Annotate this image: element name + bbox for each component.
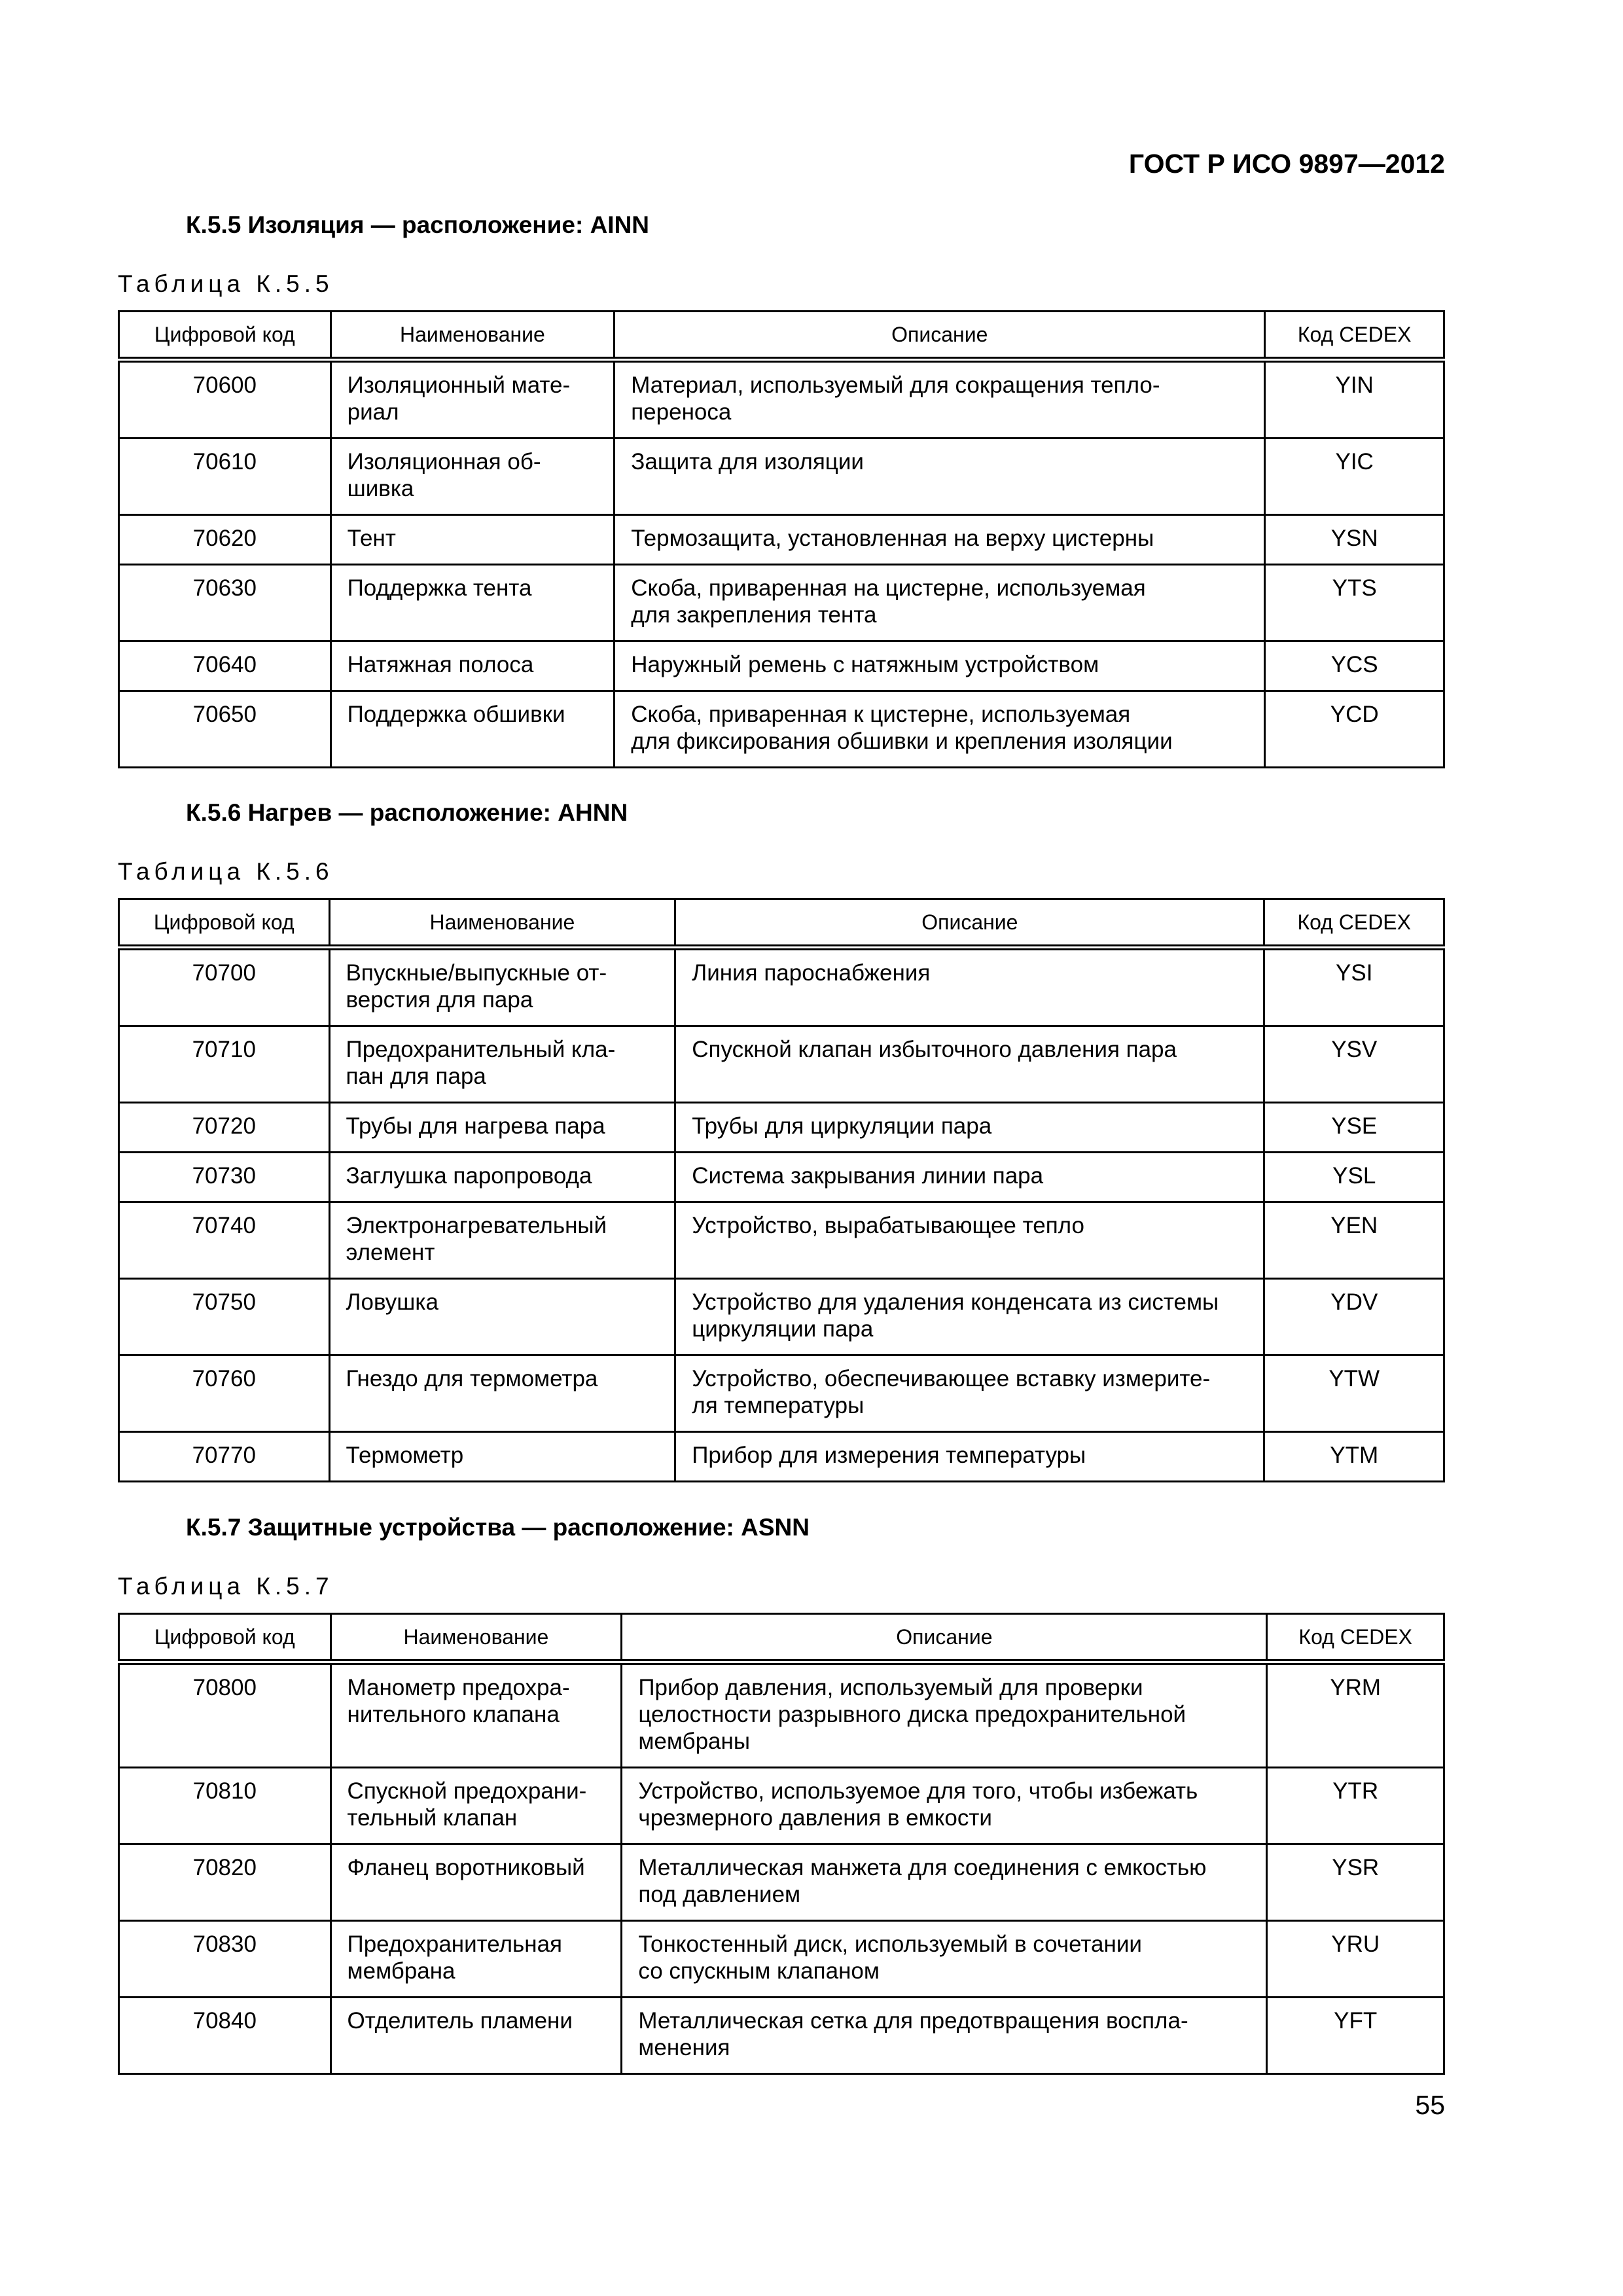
column-header-description: Описание xyxy=(615,312,1265,360)
cell-code: 70640 xyxy=(119,641,331,691)
cell-cedex: YCD xyxy=(1265,691,1444,768)
cell-description: Металлическая манжета для соединения с емкостью под давлением xyxy=(622,1844,1267,1921)
cell-cedex: YIN xyxy=(1265,360,1444,439)
cell-name: Натяжная полоса xyxy=(330,641,615,691)
column-header-description: Описание xyxy=(675,899,1264,948)
table-row xyxy=(119,360,1444,439)
table-row xyxy=(119,1279,1444,1355)
cell-description: Устройство, обеспечивающее вставку измерите- ля температуры xyxy=(675,1355,1264,1432)
cell-name: Электронагревательный элемент xyxy=(329,1202,675,1279)
cell-code: 70820 xyxy=(119,1844,331,1921)
cell-description: Система закрывания линии пара xyxy=(675,1153,1264,1202)
cell-cedex: YTM xyxy=(1264,1432,1444,1482)
cell-name: Поддержка обшивки xyxy=(330,691,615,768)
table-row xyxy=(119,1768,1444,1844)
cell-description: Термозащита, установленная на верху цистерны xyxy=(615,515,1265,565)
cell-cedex: YFT xyxy=(1267,1998,1444,2074)
cell-name: Манометр предохра- нительного клапана xyxy=(330,1662,622,1768)
cell-code: 70650 xyxy=(119,691,331,768)
cell-name: Поддержка тента xyxy=(330,565,615,641)
table-row xyxy=(119,1662,1444,1768)
cell-name: Впускные/выпускные от- верстия для пара xyxy=(329,948,675,1026)
column-header-name: Наименование xyxy=(330,1614,622,1662)
table-row xyxy=(119,1998,1444,2074)
cell-name: Заглушка паропровода xyxy=(329,1153,675,1202)
cell-cedex: YTS xyxy=(1265,565,1444,641)
cell-cedex: YRU xyxy=(1267,1921,1444,1998)
column-header-code: Цифровой код xyxy=(119,312,331,360)
cell-description: Устройство, используемое для того, чтобы избежать чрезмерного давления в емкости xyxy=(622,1768,1267,1844)
table-caption: Таблица К.5.6 xyxy=(118,858,334,885)
section-safety-devices xyxy=(118,1513,1445,2075)
table-caption: Таблица К.5.7 xyxy=(118,1573,334,1600)
table-header-row xyxy=(119,899,1444,948)
column-header-cedex: Код CEDEX xyxy=(1265,312,1444,360)
cell-description: Скоба, приваренная к цистерне, используемая для фиксирования обшивки и крепления изоляции xyxy=(615,691,1265,768)
cell-description: Наружный ремень с натяжным устройством xyxy=(615,641,1265,691)
section-heating xyxy=(118,798,1445,1482)
cell-code: 70630 xyxy=(119,565,331,641)
cell-cedex: YDV xyxy=(1264,1279,1444,1355)
column-header-name: Наименование xyxy=(330,312,615,360)
data-table xyxy=(118,310,1445,768)
cell-name: Предохранительный кла- пан для пара xyxy=(329,1026,675,1103)
cell-name: Ловушка xyxy=(329,1279,675,1355)
cell-name: Изоляционный мате- риал xyxy=(330,360,615,439)
table-caption: Таблица К.5.5 xyxy=(118,270,334,297)
table-row xyxy=(119,1026,1444,1103)
page-number: 55 xyxy=(1415,2090,1445,2120)
column-header-cedex: Код CEDEX xyxy=(1264,899,1444,948)
section-title: К.5.6 Нагрев — расположение: AHNN xyxy=(186,799,628,826)
cell-description: Скоба, приваренная на цистерне, используемая для закрепления тента xyxy=(615,565,1265,641)
cell-description: Спускной клапан избыточного давления пара xyxy=(675,1026,1264,1103)
data-table xyxy=(118,1613,1445,2075)
table-row xyxy=(119,439,1444,515)
table-row xyxy=(119,691,1444,768)
table-header-row xyxy=(119,312,1444,360)
column-header-cedex: Код CEDEX xyxy=(1267,1614,1444,1662)
cell-code: 70720 xyxy=(119,1103,330,1153)
cell-cedex: YIC xyxy=(1265,439,1444,515)
cell-cedex: YSI xyxy=(1264,948,1444,1026)
table-row xyxy=(119,565,1444,641)
cell-code: 70800 xyxy=(119,1662,331,1768)
cell-description: Металлическая сетка для предотвращения воспла- менения xyxy=(622,1998,1267,2074)
data-table xyxy=(118,898,1445,1482)
section-insulation xyxy=(118,211,1445,768)
column-header-description: Описание xyxy=(622,1614,1267,1662)
table-row xyxy=(119,515,1444,565)
cell-description: Линия пароснабжения xyxy=(675,948,1264,1026)
table-row xyxy=(119,1432,1444,1482)
cell-code: 70810 xyxy=(119,1768,331,1844)
cell-name: Спускной предохрани- тельный клапан xyxy=(330,1768,622,1844)
cell-name: Отделитель пламени xyxy=(330,1998,622,2074)
cell-cedex: YSR xyxy=(1267,1844,1444,1921)
table-row xyxy=(119,641,1444,691)
cell-code: 70840 xyxy=(119,1998,331,2074)
cell-code: 70730 xyxy=(119,1153,330,1202)
cell-code: 70710 xyxy=(119,1026,330,1103)
cell-name: Фланец воротниковый xyxy=(330,1844,622,1921)
cell-name: Трубы для нагрева пара xyxy=(329,1103,675,1153)
cell-name: Тент xyxy=(330,515,615,565)
cell-code: 70750 xyxy=(119,1279,330,1355)
section-title: К.5.7 Защитные устройства — расположение: ASNN xyxy=(186,1514,810,1541)
cell-name: Изоляционная об- шивка xyxy=(330,439,615,515)
table-header-row xyxy=(119,1614,1444,1662)
table-row xyxy=(119,1103,1444,1153)
cell-cedex: YSE xyxy=(1264,1103,1444,1153)
cell-code: 70600 xyxy=(119,360,331,439)
section-title: К.5.5 Изоляция — расположение: AINN xyxy=(186,211,650,238)
column-header-code: Цифровой код xyxy=(119,899,330,948)
cell-cedex: YSL xyxy=(1264,1153,1444,1202)
cell-code: 70830 xyxy=(119,1921,331,1998)
table-row xyxy=(119,948,1444,1026)
cell-cedex: YCS xyxy=(1265,641,1444,691)
cell-description: Тонкостенный диск, используемый в сочетании со спускным клапаном xyxy=(622,1921,1267,1998)
table-row xyxy=(119,1355,1444,1432)
table-row xyxy=(119,1844,1444,1921)
cell-description: Прибор для измерения температуры xyxy=(675,1432,1264,1482)
cell-cedex: YEN xyxy=(1264,1202,1444,1279)
cell-description: Защита для изоляции xyxy=(615,439,1265,515)
cell-code: 70770 xyxy=(119,1432,330,1482)
column-header-name: Наименование xyxy=(329,899,675,948)
table-row xyxy=(119,1921,1444,1998)
cell-description: Материал, используемый для сокращения тепло- переноса xyxy=(615,360,1265,439)
cell-description: Прибор давления, используемый для проверки целостности разрывного диска предохранительной мембраны xyxy=(622,1662,1267,1768)
cell-cedex: YSV xyxy=(1264,1026,1444,1103)
cell-cedex: YRM xyxy=(1267,1662,1444,1768)
cell-name: Гнездо для термометра xyxy=(329,1355,675,1432)
cell-cedex: YTW xyxy=(1264,1355,1444,1432)
cell-code: 70700 xyxy=(119,948,330,1026)
document-standard-header: ГОСТ Р ИСО 9897—2012 xyxy=(1128,149,1445,179)
cell-description: Устройство для удаления конденсата из системы циркуляции пара xyxy=(675,1279,1264,1355)
cell-name: Предохранительная мембрана xyxy=(330,1921,622,1998)
cell-code: 70760 xyxy=(119,1355,330,1432)
cell-code: 70740 xyxy=(119,1202,330,1279)
table-row xyxy=(119,1202,1444,1279)
cell-code: 70620 xyxy=(119,515,331,565)
cell-name: Термометр xyxy=(329,1432,675,1482)
column-header-code: Цифровой код xyxy=(119,1614,331,1662)
table-row xyxy=(119,1153,1444,1202)
cell-code: 70610 xyxy=(119,439,331,515)
cell-description: Трубы для циркуляции пара xyxy=(675,1103,1264,1153)
cell-cedex: YTR xyxy=(1267,1768,1444,1844)
cell-cedex: YSN xyxy=(1265,515,1444,565)
cell-description: Устройство, вырабатывающее тепло xyxy=(675,1202,1264,1279)
